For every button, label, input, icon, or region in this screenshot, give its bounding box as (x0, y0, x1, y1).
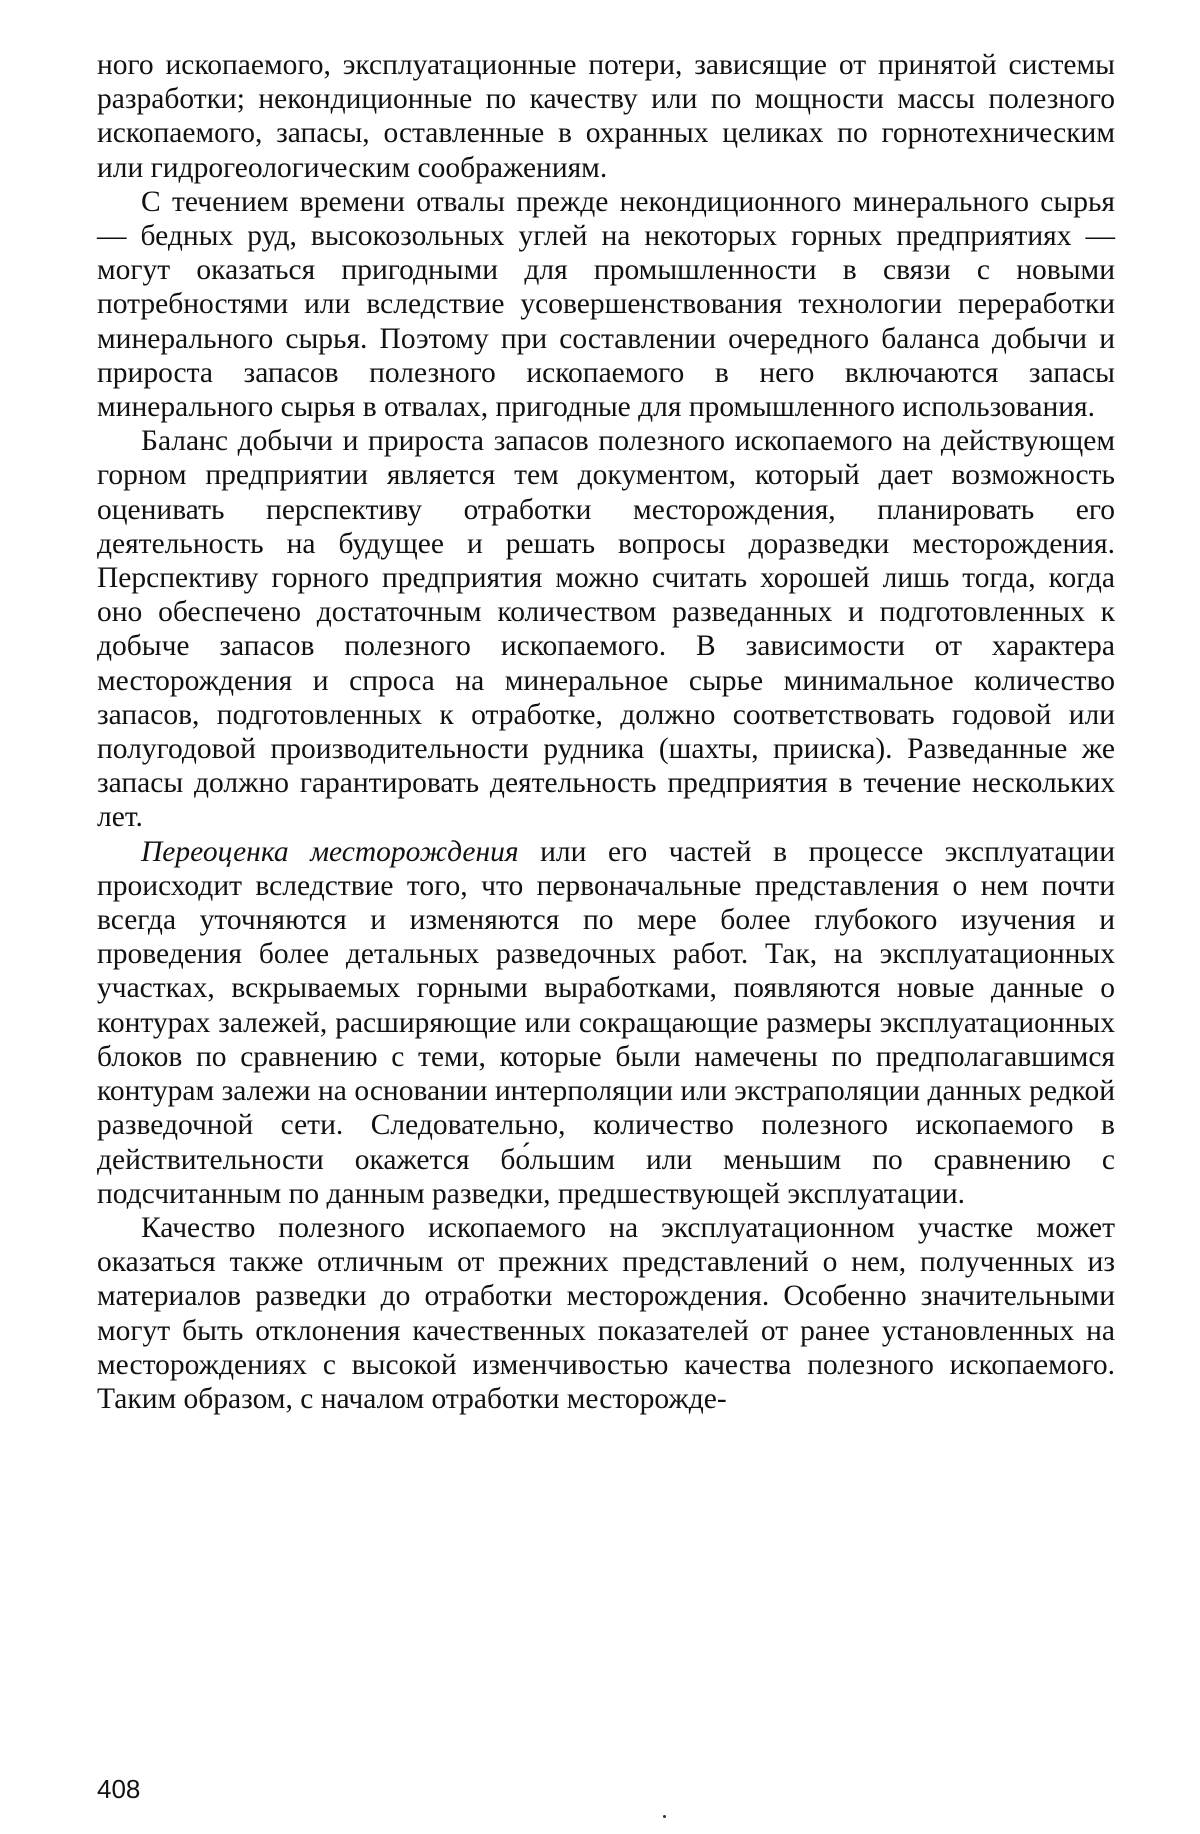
paragraph-continuation (97, 48, 1115, 185)
paragraph-reassessment (97, 835, 1115, 1211)
paragraph-dumps (97, 185, 1115, 424)
paragraph-text: Качество полезного ископаемого на эксплуатационном участке может оказаться также отличным от прежних представлений о нем, полученных из материалов разведки до отработки месторождения. Особенно значительными могут быть отклонения качественных показателей от ранее установленных на месторождениях с высокой изменчивостью качества полезного ископаемого. Таким образом, с началом отработки месторожде- (97, 1211, 1115, 1415)
page-number: 408 (97, 1774, 141, 1804)
paragraph-text: С течением времени отвалы прежде некондиционного минерального сырья — бедных руд, высокозольных углей на некоторых горных предприятиях — могут оказаться пригодными для промышленности в связи с новыми потребностями или вследствие усовершенствования технологии переработки минерального сырья. Поэтому при составлении очередного баланса добычи и прироста запасов полезного ископаемого в него включаются запасы минерального сырья в отвалах, пригодные для промышленного использования. (97, 185, 1115, 424)
paragraph-text: Баланс добычи и прироста запасов полезного ископаемого на действующем горном предприятии является тем документом, который дает возможность оценивать перспективу отработки месторождения, планировать его деятельность на будущее и решать вопросы доразведки месторождения. Перспективу горного предприятия можно считать хорошей лишь тогда, когда оно обеспечено достаточным количеством разведанных и подготовленных к добыче запасов полезного ископаемого. В зависимости от характера месторождения и спроса на минеральное сырье минимальное количество запасов, подготовленных к отработке, должно соответствовать годовой или полугодовой производительности рудника (шахты, прииска). Разведанные же запасы должно гарантировать деятельность предприятия в течение нескольких лет. (97, 425, 1115, 834)
paragraph-text: или его частей в процессе эксплуатации происходит вследствие того, что первоначальные представления о нем почти всегда уточняются и изменяются по мере более глубокого изучения и проведения более детальных разведочных работ. Так, на эксплуатационных участках, вскрываемых горными выработками, появляются новые данные о контурах залежей, расширяющие или сокращающие размеры эксплуатационных блоков по сравнению с теми, которые были намечены по предполагавшимся контурам залежи на основании интерполяции или экстраполяции данных редкой разведочной сети. Следовательно, количество полезного ископаемого в действительности окажется бо́льшим или меньшим по сравнению с подсчитанным по данным разведки, предшествующей эксплуатации. (97, 835, 1115, 1210)
paragraph-quality (97, 1211, 1115, 1416)
paragraph-lead-italic: Переоценка месторождения (141, 835, 519, 868)
paragraph-balance (97, 424, 1115, 834)
print-speck (663, 1815, 666, 1818)
paragraph-text: ного ископаемого, эксплуатационные потери, зависящие от принятой системы разработки; некондиционные по качеству или по мощности массы полезного ископаемого, запасы, оставленные в охранных целиках по горнотехническим или гидрогеологическим соображениям. (97, 49, 1115, 184)
page-body (97, 48, 1115, 1416)
